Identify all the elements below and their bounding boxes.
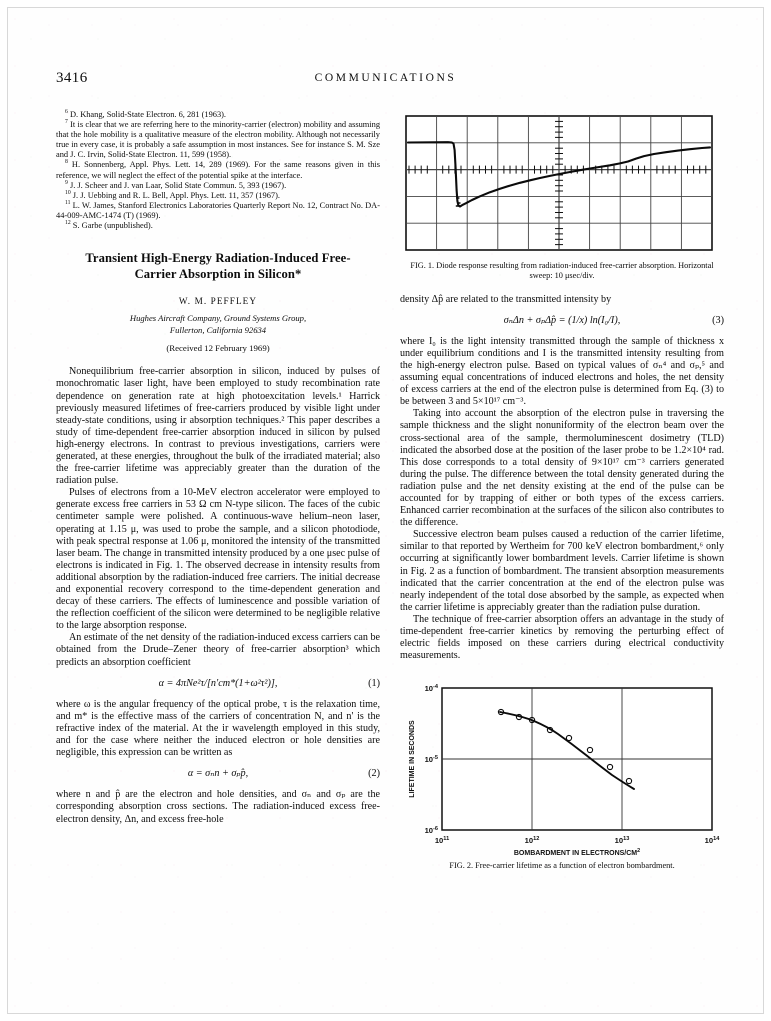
figure-2-ytick-1e-5: $10^{-5}$	[424, 755, 438, 765]
equation-2-body: α = σₙn + σₚp̂,	[187, 768, 249, 780]
footnote-list	[56, 110, 380, 231]
article-title-line-1: Transient High-Energy Radiation-Induced Free-	[85, 251, 351, 266]
figure-1-caption-text: Diode response resulting from radiation-induced free-carrier absorption. Horizontal sweep: 10 μsec/div.	[436, 261, 714, 281]
figure-2-xaxis-label: BOMBARDMENT IN ELECTRONS/$CM^2$	[513, 848, 641, 858]
footnote-item	[56, 221, 380, 231]
footnote-marker: 12	[65, 220, 71, 227]
running-head: COMMUNICATIONS	[314, 72, 457, 84]
footnote-item	[56, 120, 380, 160]
paragraph: Pulses of electrons from a 10-MeV electron accelerator were employed to generate excess free carriers in 53 Ω cm N-type silicon. The faces of the cubic centimeter sample were polished. A continuous-wave helium–neon laser, operating at 1.15 μ, was used to probe the sample, and a silicon photodiode, with peak spectral response at 1.06 μ, monitored the intensity of the transmitted laser beam. The change in transmitted intensity produced by a one μsec pulse of electrons is indicated in Fig. 1. The observed decrease in intensity results from additional absorption by the radiation-induced free carriers. The initial decrease and exponential recovery correspond to the time-dependent generation and decay of these carriers. The effects of luminescence and possible variation of the reflection coefficient of the silicon were determined to be negligible relative to the large absorption response.	[56, 487, 380, 632]
figure-2-plot	[400, 676, 724, 858]
figure-2-xtick-1e11: $10^{11}$	[434, 836, 450, 846]
footnote-marker: 7	[65, 119, 68, 126]
footnote-text: It is clear that we are referring here to the minority-carrier (electron) mobility and assuming that the hole mobility is a qualitative measure of the electron mobility. Although not necessarily true in every case, it is probably a safe assumption in most instances. See for instance S. M. Sze and J. C. Irvin, Solid-State Electron. 11, 599 (1958).	[56, 120, 381, 160]
affiliation-line-2: Fullerton, California 92634	[169, 324, 267, 335]
footnote-item	[56, 160, 380, 180]
figure-1-label: FIG. 1.	[410, 261, 435, 270]
footnote-text: L. W. James, Stanford Electronics Laboratories Quarterly Report No. 12, Contract No. DA-44-009-AMC-1474 (T) (1969).	[56, 200, 381, 220]
affiliation-line-1: Hughes Aircraft Company, Ground Systems Group,	[129, 313, 307, 324]
figure-2-xtick-1e13: $10^{13}$	[614, 836, 630, 846]
paragraph: where n and p̂ are the electron and hole densities, and σₙ and σₚ are the corresponding absorption cross sections. The radiation-induced excess free-electron density, Δn, and excess free-hole	[56, 789, 380, 825]
equation-3-body: σₙΔn + σₚΔp̂ = (1/x) ln(I₀/I),	[503, 314, 621, 326]
paragraph: An estimate of the net density of the radiation-induced excess carriers can be obtained from the Drude–Zener theory of free-carrier absorption³ which predicts an absorption coefficient	[56, 632, 380, 668]
paragraph: Nonequilibrium free-carrier absorption in silicon, induced by pulses of monochromatic laser light, have been employed to study recombination rate dependence on generation rate at high photoexcitation levels.¹ Harrick previously measured lifetimes of free-carriers produced by visible light under steady-state conditions, using ir absorption techniques.² This paper describes a study of time-dependent free-carrier absorption induced in silicon by pulsed high-energy electrons. In contrast to previous investigations, carriers were generated, at these energies, throughout the bulk of the irradiated material; also the free-carrier lifetime was appreciably greater than the duration of the radiation pulse.	[56, 366, 380, 487]
footnote-marker: 9	[65, 179, 68, 186]
figure-1	[400, 112, 724, 282]
footnote-item	[56, 201, 380, 221]
figure-2-yaxis-label: LIFETIME IN SECONDS	[409, 720, 416, 799]
figure-2-xtick-1e12: $10^{12}$	[524, 836, 540, 846]
right-column-body	[400, 294, 724, 663]
footnote-item	[56, 181, 380, 191]
paragraph: The technique of free-carrier absorption offers an advantage in the study of time-dependent free-carrier kinetics by removing the perturbing effect of electric fields imposed on these carriers during electrical conductivity measurements.	[400, 613, 724, 662]
figure-1-oscilloscope-graticule	[400, 112, 724, 254]
equation-3-number: (3)	[712, 314, 724, 326]
figure-2-ytick-1e-4: $10^{-4}$	[424, 684, 438, 694]
paragraph: where ω is the angular frequency of the optical probe, τ is the relaxation time, and m* is the effective mass of the carriers of concentration N, and n' is the refractive index of the material. At the ir wavelength employed in this study, and for the case where neither the induced electron or hole densities are negligible, this expression can be written as	[56, 698, 380, 759]
footnote-text: D. Khang, Solid-State Electron. 6, 281 (1963).	[69, 110, 227, 119]
paragraph: where I₀ is the light intensity transmitted through the sample of thickness x under equilibrium conditions and I is the transmitted intensity resulting from the high-energy electron pulse. Based on typical values of σₙ⁴ and σₚ,⁵ and assuming equal concentrations of induced electrons and holes, the net density of excess carriers at the end of the electron pulse is determined from Eq. (3) to be between 3 and 5×10¹⁷ cm⁻³.	[400, 335, 724, 408]
figure-2-caption	[400, 861, 724, 871]
equation-1-body: α = 4πNe²τ/[n'cm*(1+ω²τ²)],	[158, 677, 278, 689]
figure-2-label: FIG. 2.	[449, 861, 474, 871]
paragraph: Successive electron beam pulses caused a reduction of the carrier lifetime, similar to that reported by Wertheim for 700 keV electron bombardment,⁶ only occurring at significantly lower bombardment levels. Carrier lifetime is shown in Fig. 2 as a function of bombardment. The transient absorption measurements indicated that the carrier concentration at the end of the electron pulse was nearly independent of the total dose absorbed by the sample, as expected when the carrier lifetime is appreciably greater than the radiation pulse duration.	[400, 529, 724, 613]
article-affiliation	[56, 313, 380, 336]
footnote-text: J. J. Uebbing and R. L. Bell, Appl. Phys. Lett. 11, 357 (1967).	[72, 190, 280, 200]
equation-2	[56, 768, 380, 780]
footnote-marker: 10	[65, 189, 71, 196]
equation-3	[400, 315, 724, 327]
article-title-line-2: Carrier Absorption in Silicon*	[134, 266, 302, 281]
article-title-block	[56, 251, 380, 354]
article-title	[56, 251, 380, 282]
figure-2	[400, 676, 724, 871]
left-column	[56, 110, 380, 826]
footnote-marker: 11	[65, 200, 71, 207]
right-column	[400, 110, 724, 872]
figure-2-ytick-1e-6: $10^{-6}$	[424, 826, 438, 836]
equation-1-number: (1)	[368, 677, 380, 689]
footnote-text: J. J. Scheer and J. van Laar, Solid State Commun. 5, 393 (1967).	[69, 180, 287, 190]
footnote-marker: 6	[65, 109, 68, 116]
footnote-text: H. Sonnenberg, Appl. Phys. Lett. 14, 289 (1969). For the same reasons given in this reference, we will neglect the effect of the potential spike at the interface.	[56, 160, 380, 180]
footnote-item	[56, 110, 380, 120]
equation-2-number: (2)	[368, 768, 380, 780]
received-date: (Received 12 February 1969)	[166, 343, 270, 354]
paragraph: Taking into account the absorption of the electron pulse in traversing the sample thickness and the slight nonuniformity of the electron beam over the cross-sectional area of the sample, thermoluminescent dosimetry (TLD) indicated the absorbed dose at the position of the laser probe to be 1.2×10⁴ rad. This dose corresponds to a total density of 9×10¹⁷ cm⁻³ carriers generated during the pulse. The difference between the total density generated during the radiation pulse and the net density existing at the end of the pulse can be accounted for by trapping of either or both types of the excess carriers. Enhanced carrier recombination at the surfaces of the silicon also contributes to the difference.	[400, 408, 724, 529]
left-column-body	[56, 366, 380, 825]
article-author: W. M. PEFFLEY	[178, 296, 258, 307]
page-number: 3416	[56, 70, 88, 86]
figure-1-caption	[400, 261, 724, 282]
footnote-item	[56, 191, 380, 201]
equation-1	[56, 678, 380, 690]
footnote-text: S. Garbe (unpublished).	[72, 221, 153, 231]
paragraph: density Δp̂ are related to the transmitted intensity by	[400, 293, 612, 305]
figure-2-xtick-1e14: $10^{14}$	[704, 836, 720, 846]
footnote-marker: 8	[65, 159, 68, 166]
figure-2-caption-text: Free-carrier lifetime as a function of electron bombardment.	[475, 861, 675, 871]
